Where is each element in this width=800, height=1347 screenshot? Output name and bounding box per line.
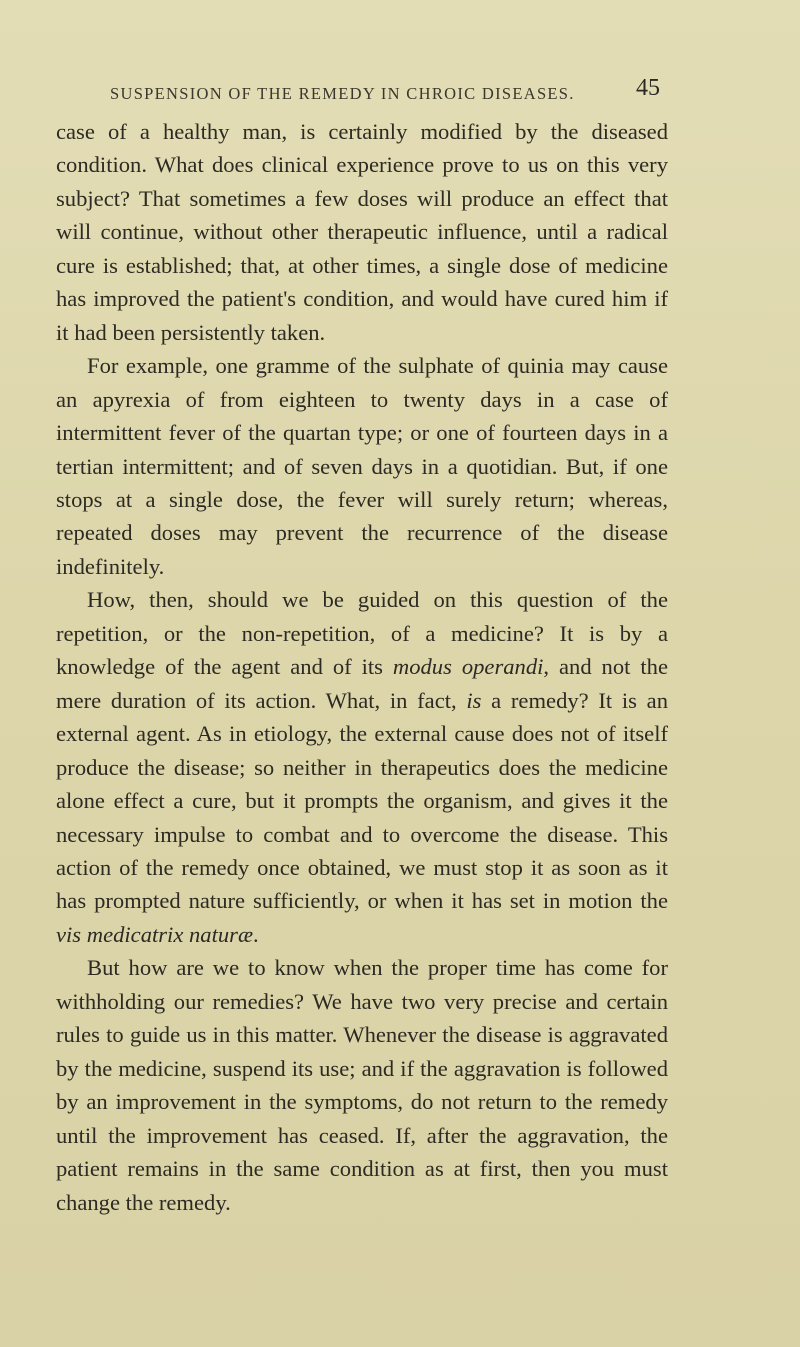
text-run: a remedy? It is an external agent. As in etiology, the external cause does not of itself produce the disease; so neither in therapeutics does the medicine alone effect a cure, but it prompts the organism, and gives it the necessary impulse to combat and to overcome the disease. This action of the remedy once obtained, we must stop it as soon as it has prompted nature sufficiently, or when it has set in motion the <box>56 687 669 914</box>
body-text <box>56 115 668 1219</box>
text-run: How, then, should we be guided on this question of the repetition, or the non-repetition, of a medicine? It is by a knowledge of the agent and of its <box>56 587 668 680</box>
paragraph <box>56 115 668 349</box>
paragraph <box>56 583 668 951</box>
paragraph <box>56 951 668 1219</box>
text-run: case of a healthy man, is certainly modified by the diseased condition. What does clinical experience prove to us on this very subject? That sometimes a few doses will produce an effect that will continue, without other therapeutic influence, until a radical cure is established; that, at other times, a single dose of medicine has improved the patient's condition, and would have cured him if it had been persistently taken. <box>56 119 668 345</box>
text-run: . <box>253 921 259 947</box>
italic-text: modus operandi <box>392 654 544 680</box>
text-run: , and not the mere duration of its action. What, in fact, <box>56 654 668 713</box>
page-header <box>110 72 660 112</box>
page-number: 45 <box>636 75 660 101</box>
text-run: For example, one gramme of the sulphate of quinia may cause an apyrexia of from eighteen to twenty days in a case of intermittent fever of the quartan type; or one of fourteen days in a tertian intermittent; and of seven days in a quotidian. But, if one stops at a single dose, the fever will surely return; whereas, repeated doses may prevent the recurrence of the disease indefinitely. <box>56 353 668 579</box>
paragraph <box>56 349 668 583</box>
running-head: SUSPENSION OF THE REMEDY IN CHROIC DISEASES. <box>110 84 575 103</box>
italic-text: vis medicatrix naturæ <box>56 921 254 947</box>
text-run: But how are we to know when the proper time has come for withholding our remedies? We have two very precise and certain rules to guide us in this matter. Whenever the disease is aggravated by the medicine, suspend its use; and if the aggravation is followed by an improvement in the symptoms, do not return to the remedy until the improvement has ceased. If, after the aggravation, the patient remains in the same condition as at first, then you must change the remedy. <box>56 955 668 1215</box>
italic-text: is <box>466 687 482 713</box>
